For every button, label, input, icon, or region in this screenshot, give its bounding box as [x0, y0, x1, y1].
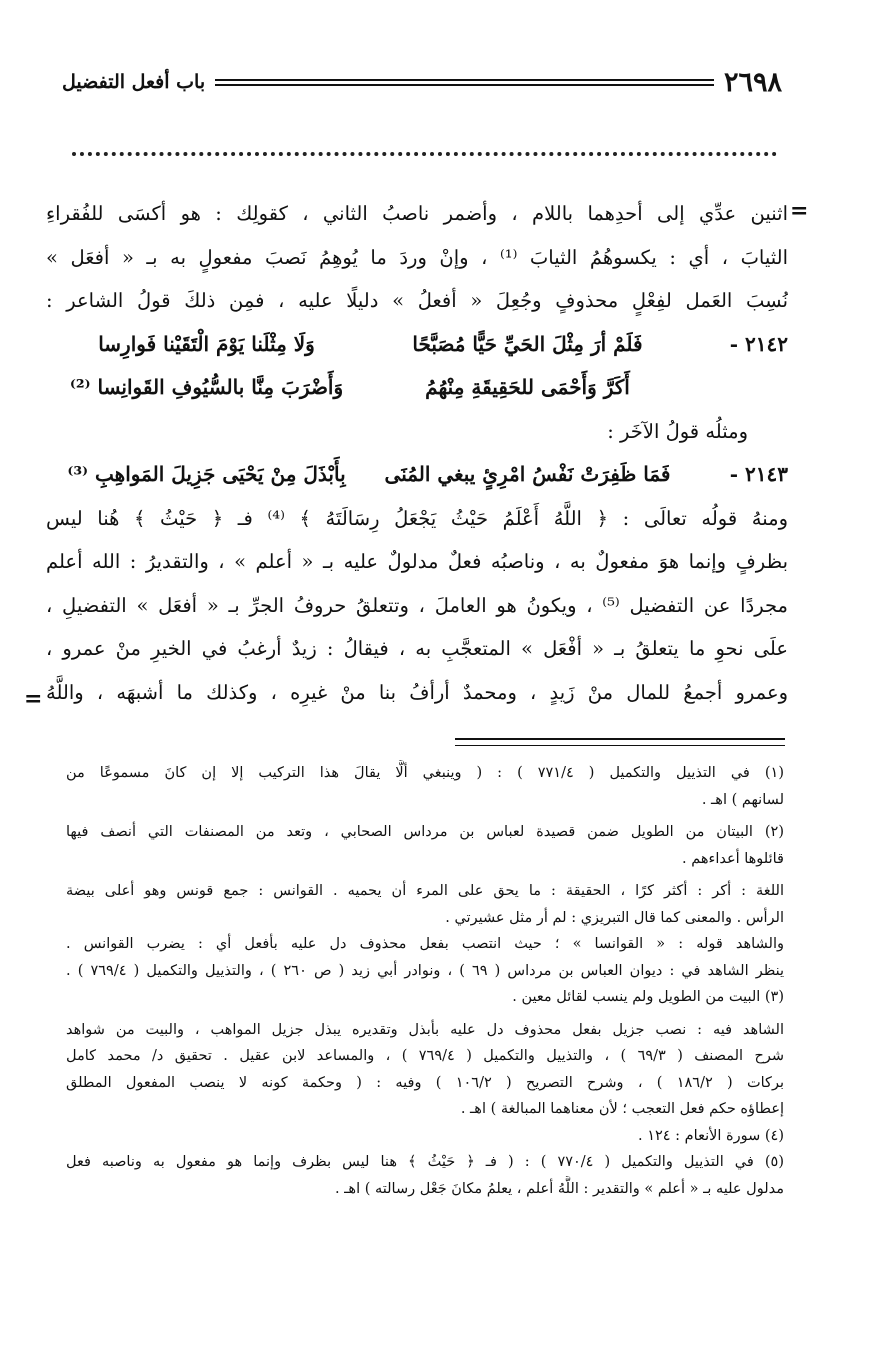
page-number: ٢٦٩٨ — [723, 66, 782, 98]
verse-hemistich: فَلَمْ أرَ مِثْلَ الحَيِّ حَيًّا مُصَبَّحًا — [412, 331, 643, 356]
footnote-line: (٤) سورة الأنعام : ١٢٤ . — [637, 1127, 784, 1144]
footnote-separator-thin — [455, 745, 785, 746]
footnote-line: شرح المصنف ( ٦٩/٣ ) ، والتذييل والتكميل ( ٧٦٩/٤ ) ، والمساعد لابن عقيل . تحقيق د/ محمد كامل — [66, 1048, 784, 1064]
verse-hemistich: أَكَرَّ وَأَحْمَى للحَقِيقَةِ مِنْهُمُ — [425, 375, 630, 399]
header-rule — [215, 79, 714, 86]
main-text — [46, 192, 788, 714]
text-line: وعمرو أجمعُ للمال منْ زَيدٍ ، ومحمدٌ أرأفُ بنا منْ غيرِه ، وكذلك ما أشبهَه ، واللَّهُ — [46, 680, 788, 704]
footnote-line: (١) في التذييل والتكميل ( ٧٧١/٤ ) : ( وينبغي ألَّا يقالَ هذا التركيب إلا إن كانَ مسموعًا من — [66, 765, 784, 781]
verse-2142-line-1 — [46, 323, 788, 367]
footnote-line: مدلول عليه بـ « أعلم » والتقدير : اللَّهُ أعلم ، يعلمُ مكانَ جَعْل رسالته ) اهـ . — [334, 1180, 784, 1197]
footnotes — [66, 760, 784, 1202]
text-line: الثيابَ ، أي : يكسوهُمُ الثيابَ ⁽¹⁾ ، وإنْ وردَ ما يُوهِمُ نَصبَ مفعولٍ به بـ « أفعَل » — [46, 245, 788, 269]
verse-hemistich: بِأَبْذَلَ مِنْ يَحْيَى جَزِيلَ المَواهِبِ ⁽³⁾ — [67, 462, 346, 486]
footnote-line: قائلوها أعداءهم . — [681, 850, 784, 867]
verse-number: ٢١٤٣ - — [729, 462, 788, 486]
verse-number: ٢١٤٢ - — [729, 331, 788, 356]
text-line: مجردًا عن التفضيل ⁽⁵⁾ ، ويكونُ هو العاملَ ، وتتعلقُ حروفُ الجرِّ بـ « أفعَل » التفضيلِ ، — [46, 593, 788, 617]
continuation-mark-start: = — [790, 198, 809, 224]
footnote-separator — [455, 738, 785, 740]
text-line: نُسِبَ العَمل لفِعْلٍ محذوفٍ وجُعِلَ « أفعلُ » دليلًا عليه ، فمِن ذلكَ قولُ الشاعر : — [46, 289, 788, 312]
footnote-line: بركات ( ١٨٦/٢ ) ، وشرح التصريح ( ١٠٦/٢ ) وفيه : ( وحكمة كونه لا ينصب المفعول المطلق — [66, 1074, 784, 1091]
text-line: اثنين عدِّي إلى أحدِهما باللام ، وأضمر ناصبُ الثاني ، كقولِك : هو أكسَى للفُقراءِ — [46, 202, 788, 225]
footnote-line: إعطاؤه حكم فعل التعجب ؛ لأن معناهما المبالغة ) اهـ . — [460, 1101, 784, 1117]
footnote-line: الرأس . والمعنى كما قال التبريزي : لم أر مثل عشيرتي . — [445, 909, 784, 926]
text-line: ومثلُه قولُ الآخَر : — [607, 419, 748, 443]
text-line: بظرفٍ وإنما هوَ مفعولٌ به ، وناصبُه فعلٌ مدلولٌ عليه بـ « أعلم » ، والتقديرُ : الله أعلم — [46, 550, 788, 573]
footnote-line: لسانهم ) اهـ . — [701, 791, 784, 808]
footnote-line: ينظر الشاهد في : ديوان العباس بن مرداس ( ٦٩ ) ، ونوادر أبي زيد ( ص ٢٦٠ ) ، والتذييل والتكميل ( ٧٦٩/٤ ) . — [66, 962, 784, 979]
dotted-separator — [72, 152, 777, 156]
chapter-title: باب أفعل التفضيل — [62, 71, 206, 93]
footnote-line: (٥) في التذييل والتكميل ( ٧٧٠/٤ ) : ( فـ ﴿ حَيْثُ ﴾ هنا ليس بظرف وإنما هو مفعول به وناصبه فعل — [66, 1154, 784, 1170]
footnote-line: الشاهد فيه : نصب جزيل بفعل محذوف دل عليه بأبذل وتقديره يبذل جزيل المواهب ، والبيت من شواهد — [66, 1021, 784, 1038]
verse-2143 — [46, 453, 788, 497]
footnote-line: اللغة : أكر : أكثر كرًا ، الحقيقة : ما يحق على المرء أن يحميه . القوانس : جمع قونس وهو أعلى بيضة — [66, 883, 784, 899]
continuation-mark-end: = — [24, 686, 43, 712]
footnote-line: والشاهد قوله : « القوانسا » ؛ حيث انتصب بفعل محذوف دل عليه بأفعل أي : يضرب القوانس . — [66, 936, 784, 952]
text-line: علَى نحوِ ما يتعلقُ بـ « أفْعَل » المتعجَّبِ به ، فيقالُ : زيدٌ أرغبُ في الخيرِ منْ عمرو ، — [46, 637, 788, 660]
verse-hemistich: فَمَا ظَفِرَتْ نَفْسُ امْرِئٍ يبغي المُنَى — [384, 462, 671, 486]
footnote-line: (٣) البيت من الطويل ولم ينسب لقائل معين . — [512, 989, 784, 1005]
text-line: ومنهُ قولُه تعالَى : ﴿ اللَّهُ أَعْلَمُ حَيْثُ يَجْعَلُ رِسَالَتَهُ ﴾ ⁽⁴⁾ فـ ﴿ حَيْثُ ﴾ هُنا ليس — [46, 506, 788, 530]
verse-hemistich: وَلَا مِثْلَنا يَوْمَ الْتَقَيْنا فَوارِسا — [98, 331, 315, 356]
verse-hemistich: وَأَضْرَبَ مِنَّا بالسُّيُوفِ القَوانِسا ⁽²⁾ — [69, 375, 344, 399]
verse-2142-line-2 — [46, 366, 788, 410]
page-header — [62, 60, 782, 104]
footnote-line: (٢) البيتان من الطويل ضمن قصيدة لعباس بن مرداس الصحابي ، وتعد من المصنفات التي أنصف فيها — [66, 824, 784, 840]
